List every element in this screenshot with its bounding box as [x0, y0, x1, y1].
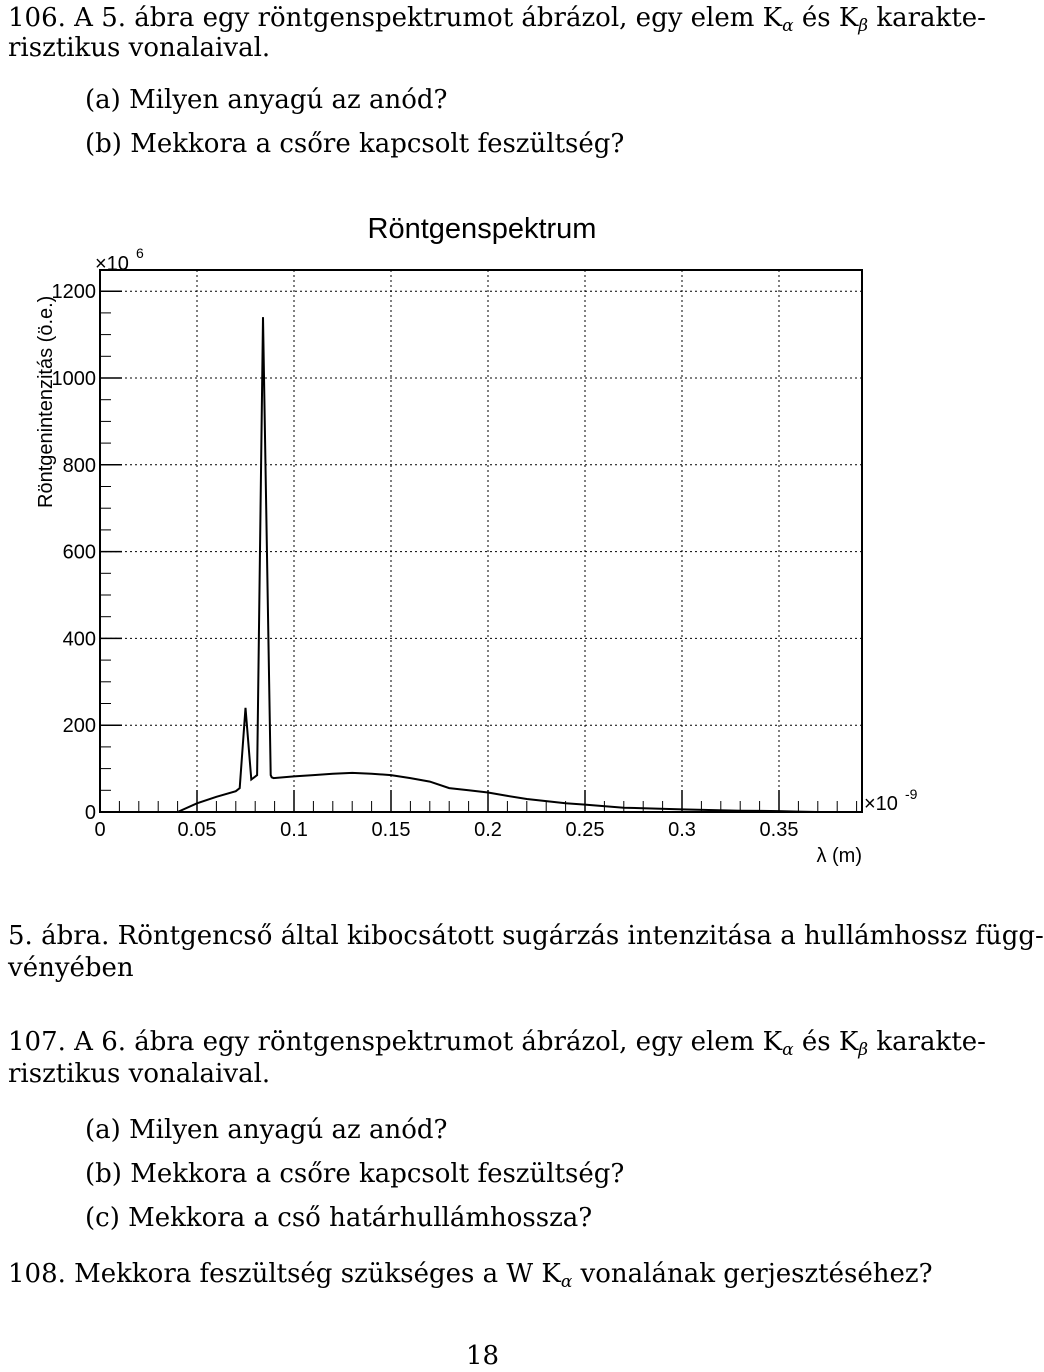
figure-caption-line2: vényében [8, 953, 134, 983]
chart-title: Röntgenspektrum [367, 213, 597, 245]
problem-108-number: 108. [8, 1259, 66, 1289]
y-tick-label: 600 [62, 541, 96, 564]
problem-107-item-c: (c) Mekkora a cső határhullámhossza? [85, 1203, 593, 1233]
page-number: 18 [466, 1341, 500, 1371]
y-tick-label: 200 [62, 715, 96, 738]
y-multiplier: ×10 [95, 253, 129, 275]
problem-106-line2: risztikus vonalaival. [8, 33, 271, 63]
x-tick-label: 0.05 [177, 819, 217, 841]
y-tick-label: 1200 [51, 281, 96, 304]
problem-106-number: 106. [8, 3, 66, 33]
y-tick-label: 1000 [51, 368, 96, 390]
problem-106-line1: 106. A 5. ábra egy röntgenspektrumot ábrázol, egy elem $K_\alpha$ és $K_\beta$ karakte- [8, 3, 986, 36]
y-multiplier-exp: 6 [136, 245, 144, 261]
x-multiplier: ×10 [864, 793, 898, 815]
problem-107-line1: 107. A 6. ábra egy röntgenspektrumot ábrázol, egy elem $K_\alpha$ és $K_\beta$ karakte- [8, 1027, 986, 1060]
x-tick-label: 0.3 [668, 819, 696, 841]
problem-107-number: 107. [8, 1027, 66, 1057]
plot-frame [100, 270, 862, 812]
chart-ticks [100, 291, 857, 812]
y-tick-label: 800 [62, 454, 96, 477]
xray-spectrum-chart [0, 195, 960, 875]
problem-106-item-a: (a) Milyen anyagú az anód? [85, 85, 448, 115]
problem-108-line1: 108. Mekkora feszültség szükséges a W $K_\alpha$ vonalának gerjesztéséhez? [8, 1259, 933, 1292]
y-tick-label: 400 [62, 628, 96, 651]
spectrum-series-line [178, 317, 818, 812]
x-tick-label: 0.1 [280, 819, 308, 841]
figure-caption-line1: 5. ábra. Röntgencső által kibocsátott sugárzás intenzitása a hullámhossz függ- [8, 921, 1044, 951]
problem-107-line2: risztikus vonalaival. [8, 1059, 271, 1089]
x-tick-label: 0.15 [371, 819, 411, 841]
problem-107-item-a: (a) Milyen anyagú az anód? [85, 1115, 448, 1145]
problem-107-item-b: (b) Mekkora a csőre kapcsolt feszültség? [85, 1159, 625, 1189]
chart-grid [100, 270, 862, 812]
y-tick-label: 0 [84, 802, 96, 824]
problem-106-item-b: (b) Mekkora a csőre kapcsolt feszültség? [85, 129, 625, 159]
x-tick-label: 0 [94, 819, 106, 841]
x-multiplier-exp: -9 [905, 786, 918, 802]
y-axis-label: Röntgenintenzitás (ö.e.) [35, 295, 57, 508]
x-tick-label: 0.35 [759, 819, 799, 841]
x-tick-label: 0.2 [474, 819, 502, 841]
x-tick-label: 0.25 [565, 819, 605, 841]
x-axis-label: λ (m) [816, 845, 862, 867]
